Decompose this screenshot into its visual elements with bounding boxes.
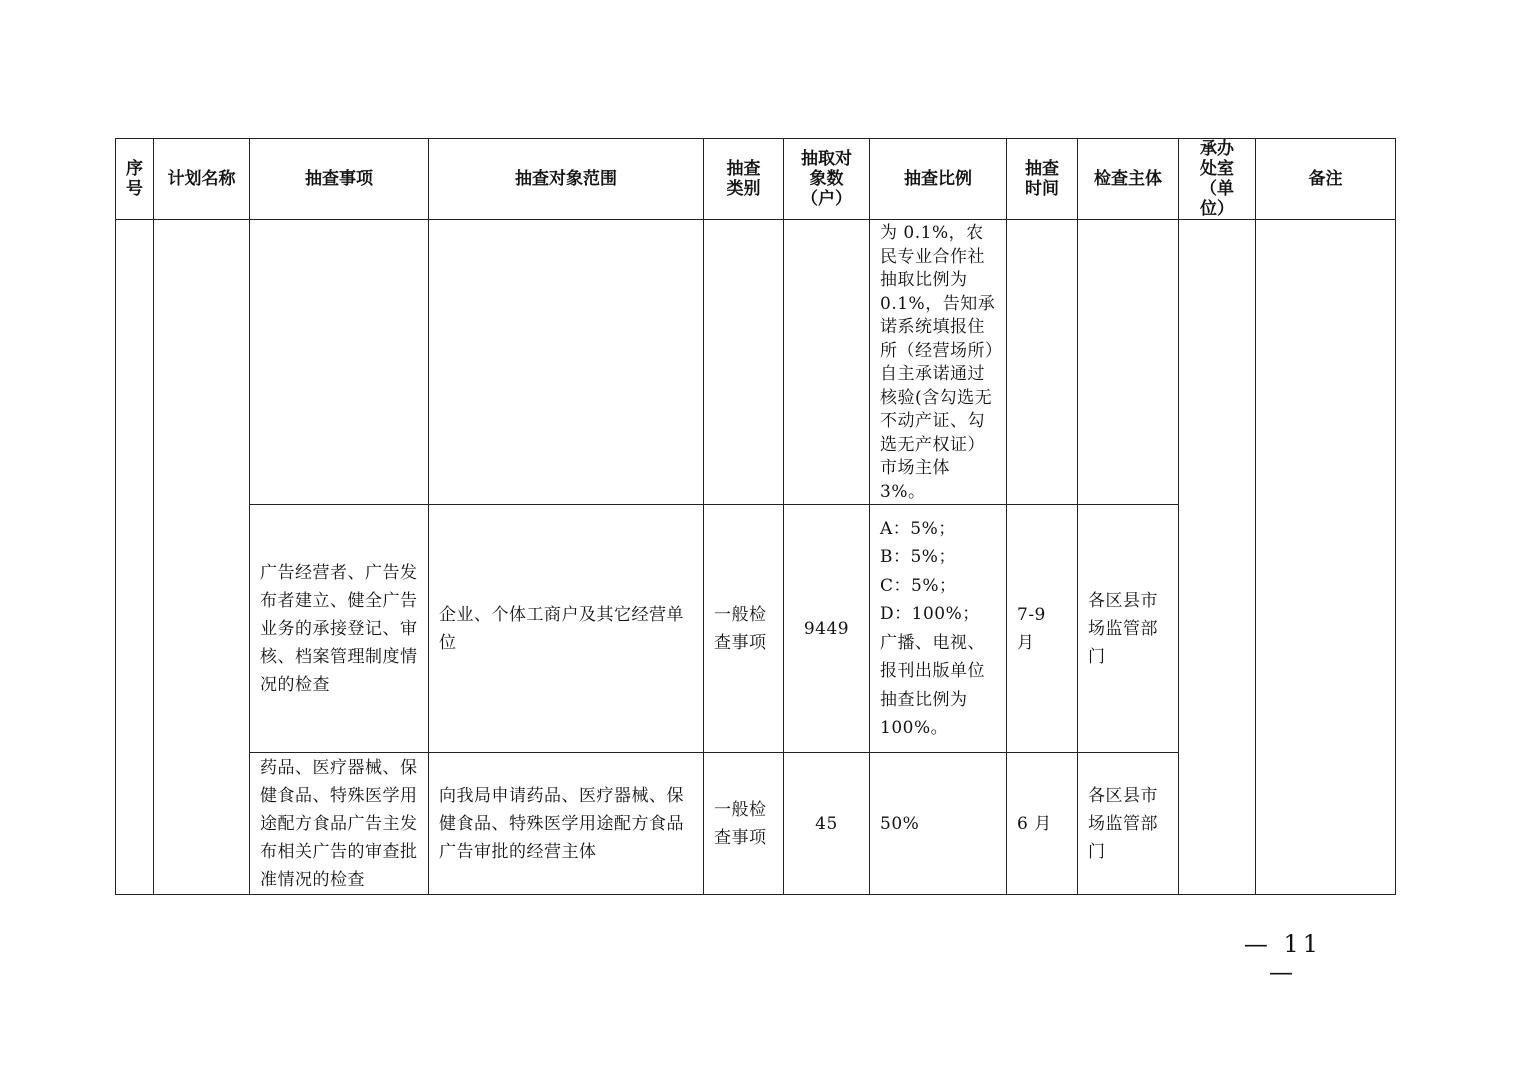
item-cell: 药品、医疗器械、保健食品、特殊医学用途配方食品广告主发布相关广告的审查批准情况的检查	[250, 753, 429, 895]
header-row	[116, 139, 1396, 220]
subject-cell	[1078, 220, 1179, 505]
ratio-cell: A：5%； B：5%； C：5%； D：100%； 广播、电视、报刊出版单位抽查比例为100%。	[870, 505, 1007, 753]
header-item: 抽查事项	[250, 139, 429, 220]
header-category: 抽查类别	[704, 139, 784, 220]
count-cell: 9449	[784, 505, 870, 753]
ratio-cell: 为 0.1%，农民专业合作社抽取比例为 0.1%，告知承诺系统填报住所（经营场所）自主承诺通过核验(含勾选无不动产证、勾选无产权证）市场主体 3%。	[870, 220, 1007, 505]
table-row	[116, 220, 1396, 505]
header-remark: 备注	[1256, 139, 1396, 220]
header-seq: 序号	[116, 139, 154, 220]
time-cell: 7-9 月	[1007, 505, 1078, 753]
scope-cell: 企业、个体工商户及其它经营单位	[429, 505, 704, 753]
header-subject: 检查主体	[1078, 139, 1179, 220]
office-cell	[1179, 220, 1256, 895]
subject-cell: 各区县市场监管部门	[1078, 505, 1179, 753]
inspection-plan-table	[115, 138, 1396, 895]
category-cell: 一般检查事项	[704, 753, 784, 895]
ratio-cell: 50%	[870, 753, 1007, 895]
count-cell: 45	[784, 753, 870, 895]
header-time: 抽查时间	[1007, 139, 1078, 220]
page-number: — 11 —	[1243, 930, 1323, 986]
header-ratio: 抽查比例	[870, 139, 1007, 220]
category-cell	[704, 220, 784, 505]
item-cell: 广告经营者、广告发布者建立、健全广告业务的承接登记、审核、档案管理制度情况的检查	[250, 505, 429, 753]
item-cell	[250, 220, 429, 505]
scope-cell	[429, 220, 704, 505]
time-cell: 6 月	[1007, 753, 1078, 895]
remark-cell	[1256, 220, 1396, 895]
scope-cell: 向我局申请药品、医疗器械、保健食品、特殊医学用途配方食品广告审批的经营主体	[429, 753, 704, 895]
subject-cell: 各区县市场监管部门	[1078, 753, 1179, 895]
time-cell	[1007, 220, 1078, 505]
header-plan-name: 计划名称	[154, 139, 250, 220]
seq-cell	[116, 220, 154, 895]
category-cell: 一般检查事项	[704, 505, 784, 753]
plan-name-cell	[154, 220, 250, 895]
header-count: 抽取对象数（户）	[784, 139, 870, 220]
header-scope: 抽查对象范围	[429, 139, 704, 220]
header-office: 承办处室（单位）	[1179, 139, 1256, 220]
count-cell	[784, 220, 870, 505]
